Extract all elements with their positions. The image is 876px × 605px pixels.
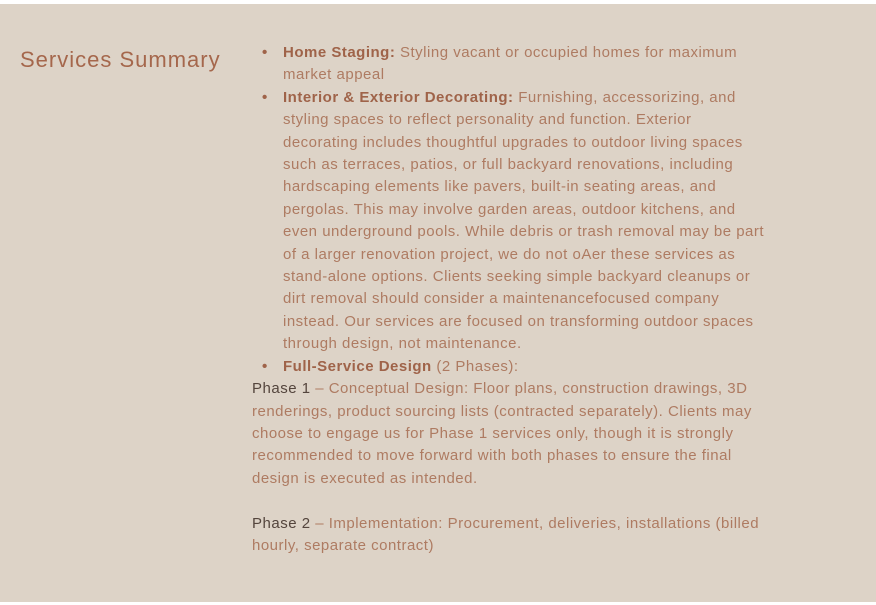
bullet-icon: • [262, 44, 268, 61]
services-list [252, 42, 766, 378]
service-description: Styling vacant or occupied homes for maximum market appeal [283, 44, 738, 84]
bullet-icon: • [262, 88, 268, 106]
services-content [252, 42, 766, 557]
page-title: Services Summary [20, 47, 221, 72]
phase-1-label: Phase 1 [252, 380, 311, 398]
phase-1-paragraph [252, 378, 766, 490]
service-name: Interior & Exterior Decorating: [283, 88, 514, 106]
list-item-interior-exterior-decorating [252, 87, 766, 356]
list-item-home-staging [252, 42, 766, 87]
phase-2-paragraph [252, 513, 766, 558]
phase-1-description: – Conceptual Design: Floor plans, construction drawings, 3D renderings, product sourcing lists (contracted separately). Clients may choose to engage us for Phase 1 services only, though it is strongly recommended to move forward with both phases to ensure the final design is executed as intended. [252, 380, 752, 487]
bullet-icon: • [262, 357, 268, 375]
service-description: (2 Phases): [431, 357, 519, 375]
phase-2-label: Phase 2 [252, 514, 311, 532]
service-name: Full-Service Design [283, 357, 432, 375]
service-description: Furnishing, accessorizing, and styling spaces to reflect personality and function. Exterior decorating includes thoughtful upgrades to outdoor living spaces such as terraces, patios, or full backyard renovations, including hardscaping elements like pavers, built-in seating areas, and pergolas. This may involve garden areas, outdoor kitchens, and even underground pools. While debris or trash removal may be part of a larger renovation project, we do not oAer these services as stand-alone options. Clients seeking simple backyard cleanups or dirt removal should consider a maintenancefocused company instead. Our services are focused on transforming outdoor spaces through design, not maintenance. [283, 88, 765, 353]
list-item-full-service-design [252, 356, 766, 378]
service-name: Home Staging: [283, 44, 396, 61]
services-summary-page [0, 4, 876, 602]
phase-2-description: – Implementation: Procurement, deliveries, installations (billed hourly, separate contract) [252, 514, 760, 554]
